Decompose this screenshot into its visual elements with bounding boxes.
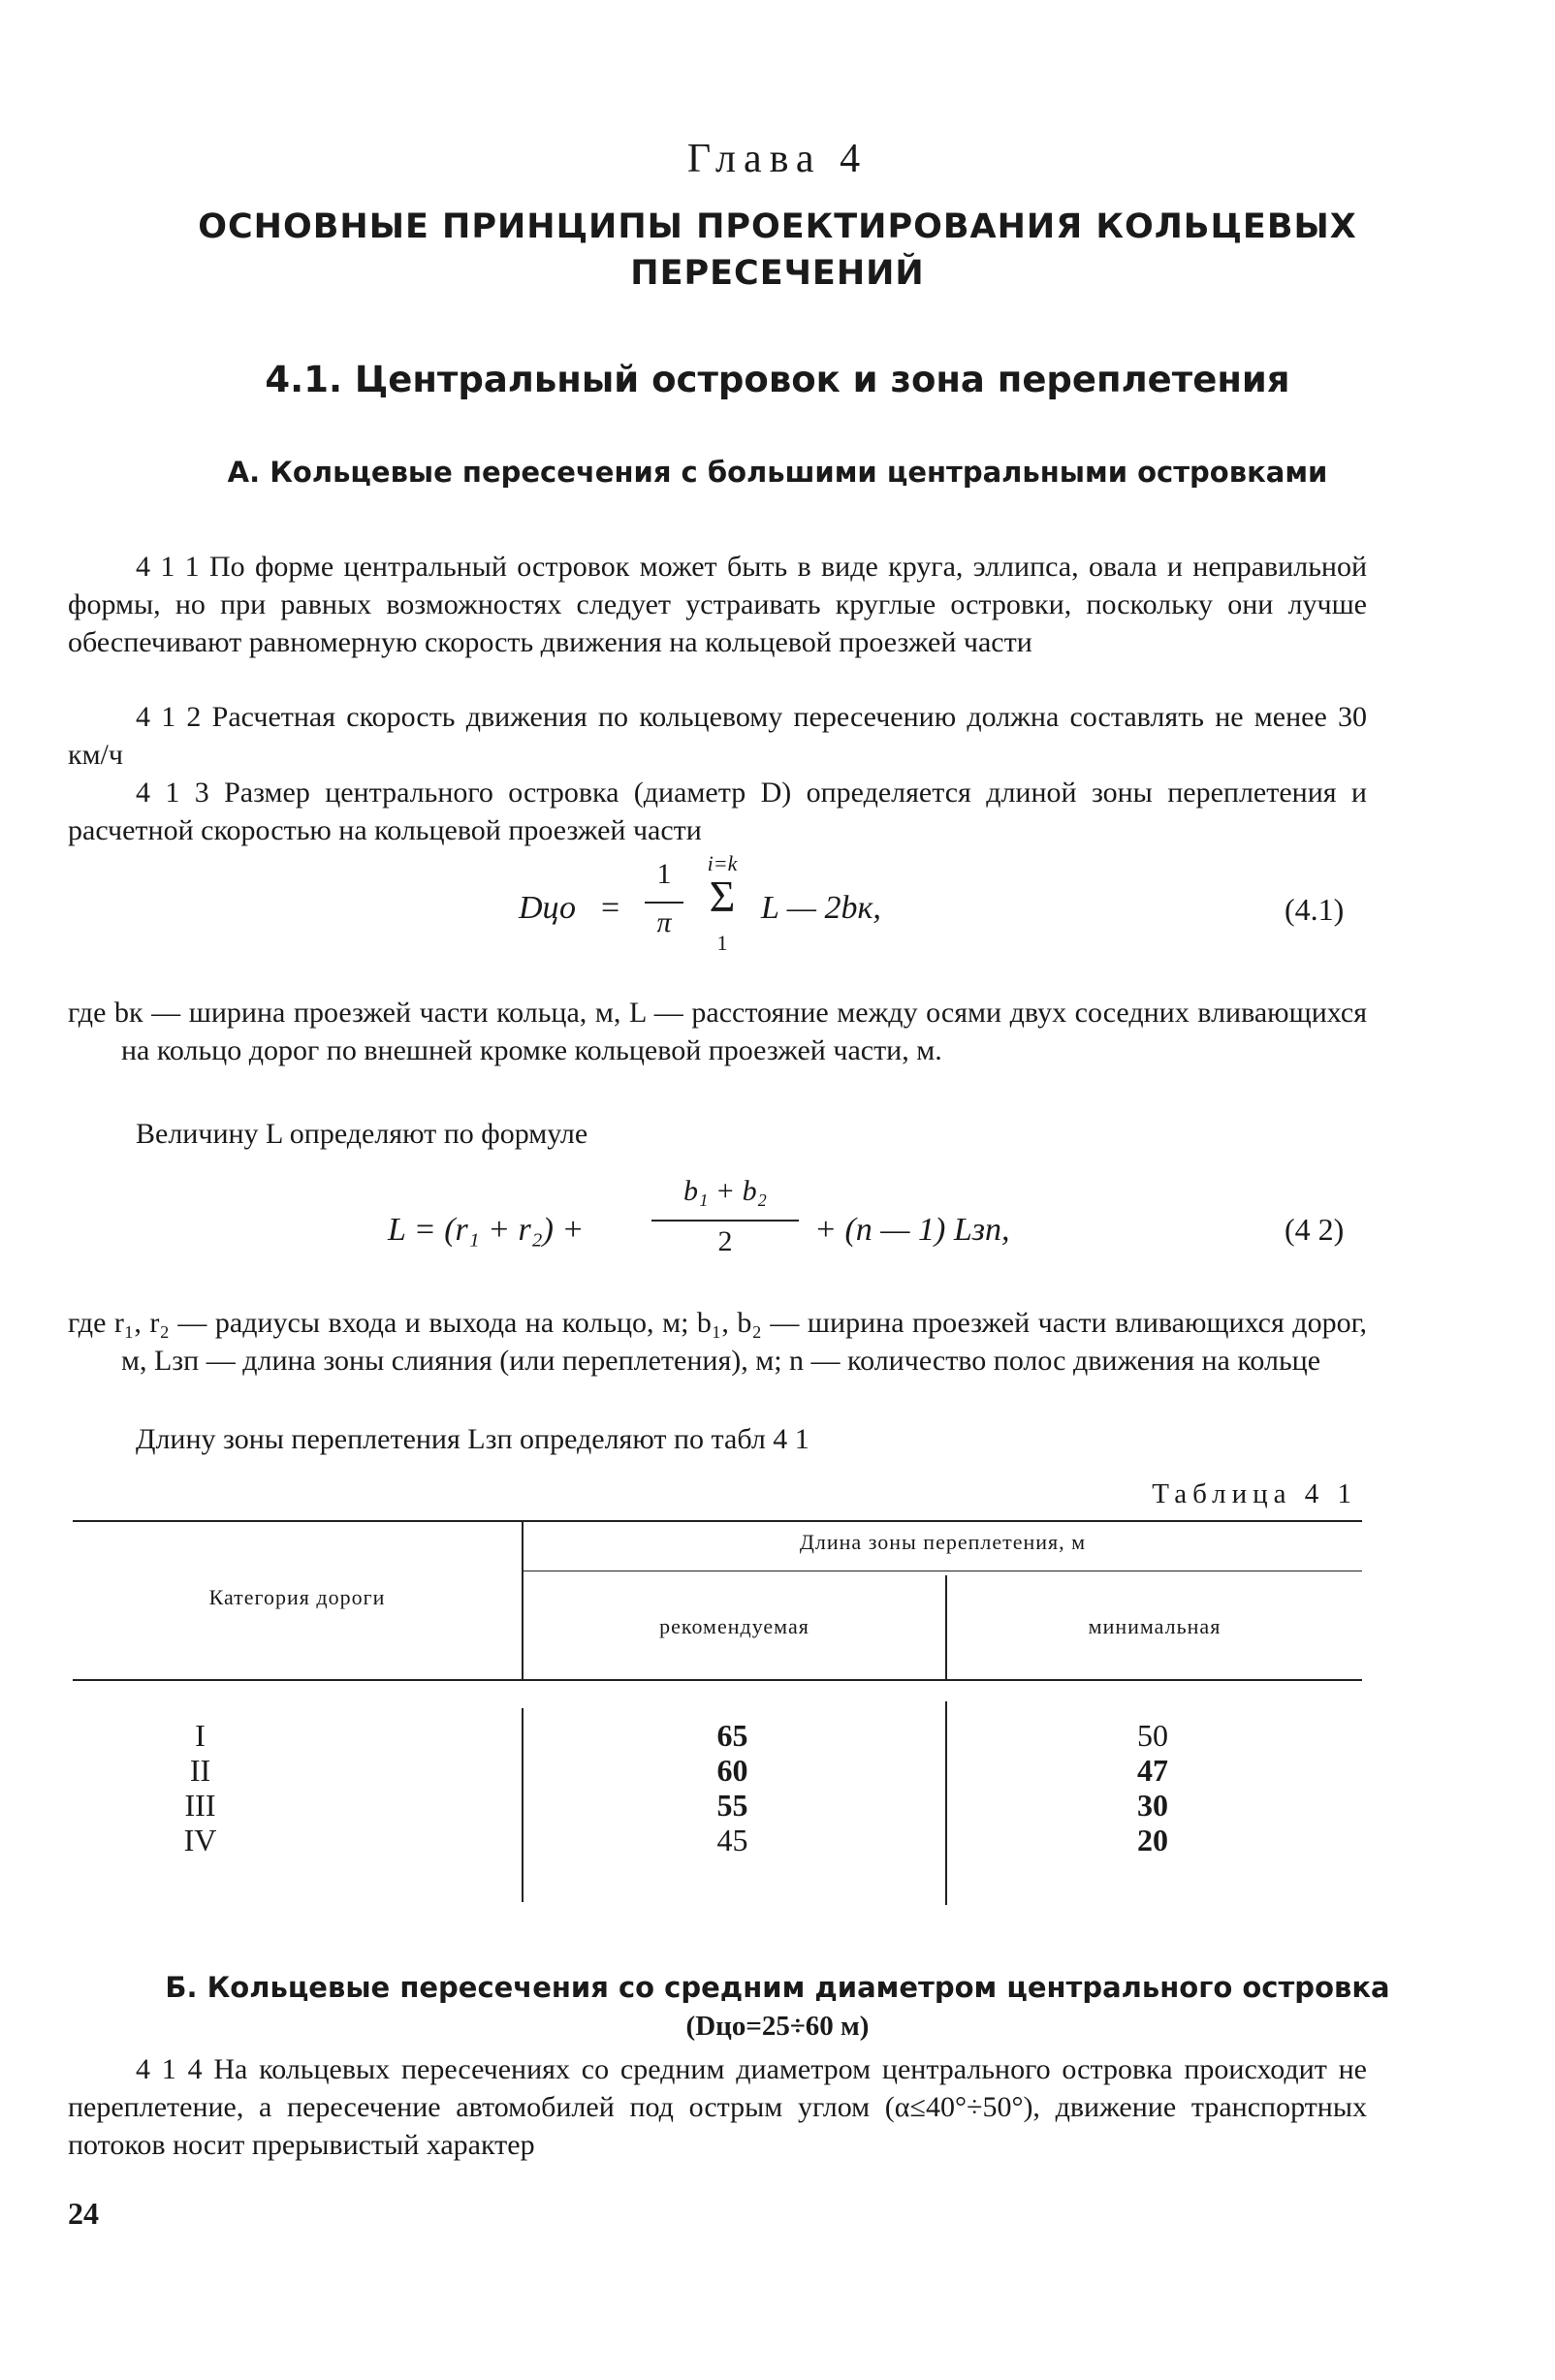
chapter-title bbox=[0, 204, 1555, 297]
subsection-b-line1: Б. Кольцевые пересечения со средним диаметром центрального островка bbox=[165, 1971, 1390, 2004]
table-row bbox=[73, 1823, 1362, 1857]
formula-4-2-frac-bar bbox=[651, 1220, 799, 1222]
cell-category: IV bbox=[183, 1823, 217, 1857]
table-body bbox=[73, 1718, 1362, 1857]
chapter-label: Глава 4 bbox=[686, 137, 869, 181]
table-reference-text: Длину зоны переплетения Lзп определяют по табл 4 1 bbox=[136, 1423, 809, 1455]
formula-4-1-sum-sign: Σ bbox=[709, 872, 736, 921]
cell-minimal: 50 bbox=[1137, 1718, 1168, 1753]
formula-4-1-lhs: Dцо bbox=[519, 890, 576, 926]
formula-4-1-number: (4.1) bbox=[1285, 892, 1345, 927]
cell-category: II bbox=[189, 1753, 211, 1788]
cell-category: III bbox=[184, 1788, 216, 1823]
cell-minimal: 20 bbox=[1137, 1823, 1168, 1857]
formula-4-2-rhs: + (n — 1) Lзп, bbox=[814, 1212, 1010, 1248]
subsection-b-title bbox=[0, 1968, 1555, 2046]
page-number: 24 bbox=[68, 2196, 99, 2231]
section-title: 4.1. Центральный островок и зона переплетения bbox=[265, 359, 1290, 400]
chapter-title-line1: ОСНОВНЫЕ ПРИНЦИПЫ ПРОЕКТИРОВАНИЯ КОЛЬЦЕВЫХ bbox=[198, 207, 1357, 246]
table-row bbox=[73, 1753, 1362, 1788]
table-row bbox=[73, 1718, 1362, 1753]
where-definitions-2: где r₁, r₂ — радиусы входа и выхода на кольцо, м; b₁, b₂ — ширина проезжей части вливающихся дорог, м, Lзп — длина зоны слияния (или переплетения), м; n — количество полос движения на кольце bbox=[68, 1307, 1367, 1377]
formula-4-1-sum-bottom: 1 bbox=[716, 931, 728, 955]
formula-4-2-lhs: L = (r₁ + r₂) + bbox=[388, 1212, 585, 1248]
formula-4-1-frac-bar bbox=[645, 902, 683, 904]
header-category: Категория дороги bbox=[208, 1585, 386, 1609]
paragraph-4-1-3: 4 1 3 Размер центрального островка (диаметр D) определяется длиной зоны переплетения и расчетной скоростью на кольцевой проезжей части bbox=[68, 777, 1367, 846]
paragraph-4-1-2: 4 1 2 Расчетная скорость движения по кольцевому пересечению должна составлять не менее 30 км/ч bbox=[68, 701, 1367, 771]
table-top-rule bbox=[73, 1520, 1362, 1522]
formula-4-2-number: (4 2) bbox=[1285, 1212, 1345, 1247]
cell-recommended: 55 bbox=[716, 1788, 748, 1823]
cell-recommended: 65 bbox=[716, 1718, 748, 1753]
value-l-text: Величину L определяют по формуле bbox=[136, 1118, 588, 1150]
table-header-rule bbox=[73, 1679, 1362, 1681]
table-caption: Таблица 4 1 bbox=[1152, 1478, 1357, 1509]
subsection-a-title: А. Кольцевые пересечения с большими центральными островками bbox=[227, 456, 1328, 489]
subsection-b-line2: (Dцо=25÷60 м) bbox=[685, 2011, 870, 2042]
formula-4-1-frac-den: π bbox=[656, 906, 672, 938]
formula-4-1-sum-top: i=k bbox=[707, 851, 738, 875]
paragraph-4-1-1: 4 1 1 По форме центральный островок может быть в виде круга, эллипса, овала и неправильной формы, но при равных возможностях следует устраивать круглые островки, поскольку они лучше обеспечивают равномерную скорость движения на кольцевой проезжей части bbox=[68, 551, 1367, 658]
formula-4-2-frac-num: b₁ + b₂ bbox=[682, 1175, 768, 1207]
chapter-title-line2: ПЕРЕСЕЧЕНИЙ bbox=[630, 254, 925, 293]
formula-4-1-frac-num: 1 bbox=[656, 858, 672, 890]
table-row bbox=[73, 1788, 1362, 1823]
cell-recommended: 60 bbox=[716, 1753, 748, 1788]
formula-4-1-rhs: L — 2bк, bbox=[761, 890, 881, 926]
cell-minimal: 47 bbox=[1137, 1753, 1168, 1788]
formula-4-1-eq: = bbox=[601, 890, 620, 926]
cell-minimal: 30 bbox=[1137, 1788, 1168, 1823]
cell-recommended: 45 bbox=[716, 1823, 748, 1857]
header-minimal: минимальная bbox=[1088, 1614, 1222, 1638]
header-group: Длина зоны переплетения, м bbox=[799, 1530, 1087, 1554]
header-recommended: рекомендуемая bbox=[659, 1614, 809, 1638]
cell-category: I bbox=[195, 1718, 206, 1753]
where-definitions-1: где bк — ширина проезжей части кольца, м, L — расстояние между осями двух соседних вливающихся на кольцо дорог по внешней кромке кольцевой проезжей части, м. bbox=[68, 997, 1367, 1066]
paragraph-4-1-4: 4 1 4 На кольцевых пересечениях со средним диаметром центрального островка происходит не переплетение, а пересечение автомобилей под острым углом (α≤40°÷50°), движение транспортных потоков носит прерывистый характер bbox=[68, 2053, 1367, 2161]
formula-4-2-frac-den: 2 bbox=[717, 1225, 733, 1257]
